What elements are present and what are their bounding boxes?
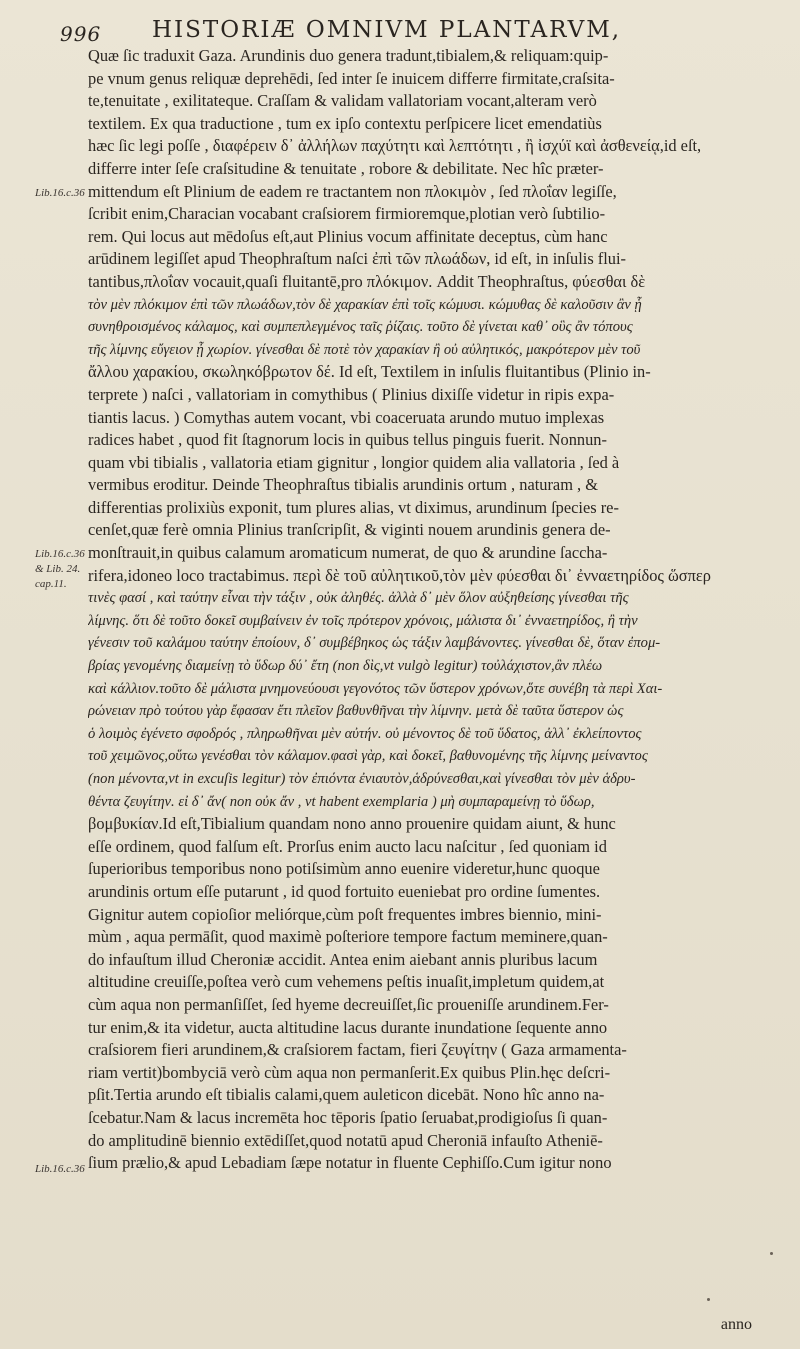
greek-text-line: ρώνειαν πρὸ τούτου γὰρ ἔφασαν ἔτι πλεῖον βαθυνθῆναι τὴν λίμνην. μετὰ δὲ ταῦτα ὕστερον ὡς	[88, 703, 624, 720]
text-line: craſsiorem fieri arundinem,& craſsiorem factam, fieri ζευγίτην ( Gaza armamenta-	[88, 1040, 627, 1060]
text-line: ſium prælio,& apud Lebadiam ſæpe notatur in fluente Cephiſſo.Cum igitur nono	[88, 1153, 612, 1173]
greek-text-line: ὁ λοιμὸς ἐγένετο σφοδρός , πληρωθῆναι μὲν αὐτήν. οὐ μένοντος δὲ τοῦ ὕδατος, ἀλλ᾽ ἐκλείποντος	[88, 725, 642, 742]
greek-text-line: λίμνης. ὅτι δὲ τοῦτο δοκεῖ συμβαίνειν ἐν τοῖς πρότερον χρόνοις, μάλιστα δι᾽ ἐνναετηρίδος, ἢ τὴν	[88, 612, 638, 629]
text-line: mùm , aqua permāſit, quod maximè poſteriore tempore factum meminere,quan-	[88, 927, 608, 947]
text-line: vermibus eroditur. Deinde Theophraſtus tibialis arundinis ortum , naturam , &	[88, 475, 598, 495]
margin-note: cap.11.	[35, 578, 67, 590]
catchword: anno	[720, 1316, 752, 1333]
text-line: cùm aqua non permanſiſſet, ſed hyeme decreuiſſet,ſic proueniſſe arundinem.Fer-	[88, 994, 609, 1014]
text-line: riam vertit)bombyciā verò cùm aqua non permanſerit.Ex quibus Plin.hęc deſcri-	[88, 1062, 611, 1082]
margin-note: Lib.16.c.36	[35, 548, 85, 560]
greek-text-line: θέντα ζευγίτην. εἰ δ᾽ ἄν( non οὐκ ἄν , vt habent exemplaria ) μὴ συμπαραμείνῃ τὸ ὕδωρ,	[88, 793, 595, 810]
text-line: pſit.Tertia arundo eſt tibialis calami,quem auleticon dicebāt. Nono hîc anno na-	[88, 1085, 605, 1105]
text-line: eſſe ordinem, quod falſum eſt. Prorſus enim aucto lacu naſcitur , ſed quoniam id	[88, 836, 607, 856]
greek-text-line: συνηθροισμένος κάλαμος, καὶ συμπεπλεγμένος ταῖς ῥίζαις. τοῦτο δὲ γίνεται καθ᾽ οὓς ἂν τόπους	[88, 319, 633, 336]
text-line: rifera,idoneo loco tractabimus. περὶ δὲ τοῦ αὐλητικοῦ,τὸν μὲν φύεσθαι δι᾽ ἐνναετηρίδος ὥσπερ	[88, 565, 711, 585]
ink-speck	[770, 1252, 773, 1255]
page-number: 996	[60, 22, 102, 46]
ink-speck	[707, 1298, 710, 1301]
text-line: hæc ſic legi poſſe , διαφέρειν δ᾽ ἀλλήλων παχύτητι καὶ λεπτότητι , ἢ ἰσχύϊ καὶ ἀσθενείᾳ,id eſt,	[88, 136, 702, 156]
text-line: arūdinem legiſſet apud Theophraſtum naſci ἐπὶ τῶν πλωάδων, id eſt, in inſulis flui-	[88, 249, 627, 269]
text-line: βομβυκίαν.Id eſt,Tibialium quandam nono anno prouenire quidam aiunt, & hunc	[88, 814, 616, 834]
body-text	[88, 45, 754, 1175]
text-line: ſuperioribus temporibus nono potiſsimùm anno euenire videretur,hunc quoque	[88, 859, 600, 879]
text-line: mittendum eſt Plinium de eadem re tractantem non πλοκιμὸν , ſed πλοΐαν legiſſe,	[88, 181, 617, 201]
text-line: Gignitur autem copioſior meliórque,cùm poſt frequentes imbres biennio, mini-	[88, 904, 602, 924]
text-line: differre inter ſeſe craſsitudine & tenuitate , robore & debilitate. Nec hîc præter-	[88, 158, 604, 178]
greek-text-line: (non μένοντα,vt in excuſis legitur) τὸν ἐπιόντα ἐνιαυτὸν,ἁδρύνεσθαι,καὶ γίνεσθαι τὸν μὲν ἁδρυ-	[88, 771, 636, 787]
text-line: arundinis ortum eſſe putarunt , id quod fortuito eueniebat pro ordine ſumentes.	[88, 881, 601, 901]
text-line: textilem. Ex qua traductione , tum ex ipſo contextu perſpicere licet emendatiùs	[88, 113, 602, 133]
text-line: pe vnum genus reliquæ deprehēdi, ſed inter ſe inuicem differre firmitate,craſsita-	[88, 68, 615, 88]
margin-note: & Lib. 24.	[35, 563, 81, 575]
running-head: HISTORIÆ OMNIVM PLANTARVM,	[152, 17, 622, 43]
text-line: tantibus,πλοΐαν vocauit,quaſi fluitantē,pro πλόκιμον. Addit Theophraſtus, φύεσθαι δὲ	[88, 271, 646, 291]
text-line: te,tenuitate , exilitateque. Craſſam & validam vallatoriam vocant,alteram verò	[88, 91, 597, 111]
margin-note: Lib.16.c.36	[35, 187, 85, 199]
greek-text-line: γένεσιν τοῦ καλάμου ταύτην ἐποίουν, δ᾽ συμβέβηκος ὡς τάξιν λαμβάνοντες. γίνεσθαι δὲ, ὅταν ἐπομ-	[88, 635, 661, 652]
text-line: tur enim,& ita videtur, aucta altitudine lacus durante inundatione ſequente anno	[88, 1017, 608, 1037]
text-line: ſcribit enim,Characian vocabant craſsiorem firmioremque,plotian verò ſubtilio-	[88, 204, 606, 224]
greek-text-line: βρίας γενομένης διαμείνῃ τὸ ὕδωρ δύ᾽ ἔτη (non δὶς,vt vulgò legitur) τοὐλάχιστον,ἂν πλέω	[88, 658, 603, 675]
text-line: altitudine creuiſſe,poſtea verò cum vehemens peſtis inuaſit,impletum quidem,at	[88, 972, 605, 992]
page-header	[60, 12, 760, 46]
greek-text-line: τινὲς φασί , καὶ ταύτην εἶναι τὴν τάξιν , οὐκ ἀληθές. ἀλλὰ δ᾽ μὲν ὅλον αὐξηθείσης γίνεσθαι τῆς	[88, 590, 629, 607]
greek-text-line: τὸν μὲν πλόκιμον ἐπὶ τῶν πλωάδων,τὸν δὲ χαρακίαν ἐπὶ τοῖς κώμυσι. κώμυθας δὲ καλοῦσιν ἂν ᾗ	[88, 296, 642, 313]
text-line: cenſet,quæ ferè omnia Plinius tranſcripſit, & viginti nouem arundinis genera de-	[88, 520, 611, 540]
greek-text-line: τοῦ χειμῶνος,οὕτω γενέσθαι τὸν κάλαμον.φασὶ γὰρ, καὶ δοκεῖ, βαθυνομένης τῆς λίμνης μείναντος	[88, 748, 648, 765]
text-line: do infauſtum illud Cheroniæ accidit. Antea enim aiebant annis pluribus lacum	[88, 949, 598, 969]
text-line: tiantis lacus. ) Comythas autem vocant, vbi coaceruata arundo mutuo implexas	[88, 407, 605, 427]
text-line: monſtrauit,in quibus calamum aromaticum numerat, de quo & arundine ſaccha-	[88, 543, 608, 563]
margin-note: Lib.16.c.36	[35, 1163, 85, 1175]
text-line: ἄλλου χαρακίου, σκωληκόβρωτον δέ. Id eſt, Textilem in inſulis fluitantibus (Plinio in-	[88, 362, 651, 382]
greek-text-line: καὶ κάλλιον.τοῦτο δὲ μάλιστα μνημονεύουσι γεγονότος τῶν ὕστερον χρόνων,ὅτε συνέβη τὰ περὶ Χαι-	[88, 680, 663, 697]
greek-text-line: τῆς λίμνης εὔγειον ᾖ χωρίον. γίνεσθαι δὲ ποτὲ τὸν χαρακίαν ἢ οὐ αὐλητικός, μακρότερον μὲν τοῦ	[88, 341, 641, 358]
text-line: ſcebatur.Nam & lacus incremēta hoc tēporis ſpatio ſeruabat,prodigioſus ſi quan-	[88, 1107, 608, 1127]
text-line: Quæ ſic traduxit Gaza. Arundinis duo genera tradunt,tibialem,& reliquam:quip-	[88, 46, 609, 65]
text-line: do amplitudinē biennio extēdiſſet,quod notatū apud Cheroniā infauſto Atheniē-	[88, 1130, 603, 1150]
text-line: quam vbi tibialis , vallatoria etiam gignitur , longior quidem alia vallatoria , ſed à	[88, 452, 620, 472]
text-line: differentias prolixiùs exponit, tum plures alias, vt diximus, arundinum ſpecies re-	[88, 497, 619, 517]
text-line: terprete ) naſci , vallatoriam in comythibus ( Plinius dixiſſe videtur in ripis expa-	[88, 384, 615, 404]
text-line: radices habet , quod fit ſtagnorum locis in quibus tellus pinguis fuerit. Nonnun-	[88, 430, 607, 450]
text-line: rem. Qui locus aut mēdoſus eſt,aut Plinius vocum affinitate deceptus, cùm hanc	[88, 226, 608, 246]
